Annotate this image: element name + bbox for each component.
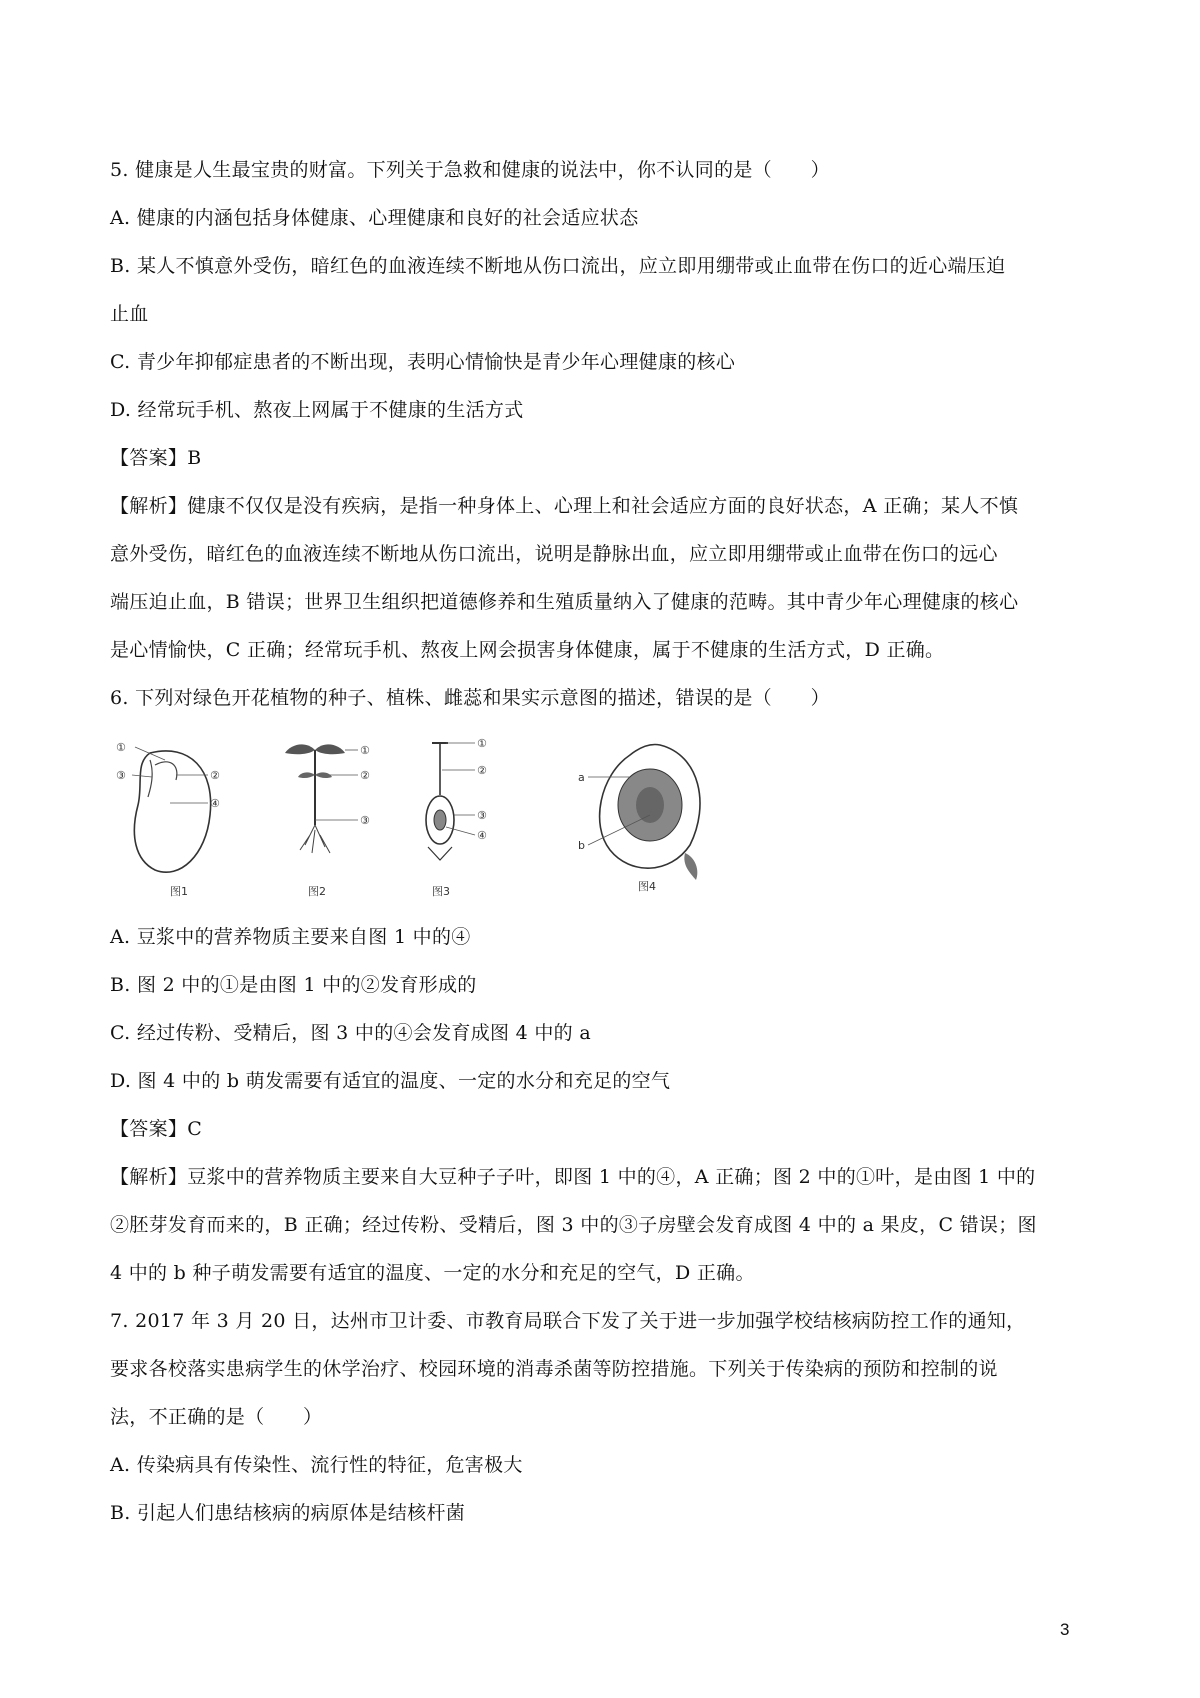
fig1-label: ④ bbox=[210, 797, 220, 810]
q6-option-a: A. 豆浆中的营养物质主要来自图 1 中的④ bbox=[110, 926, 471, 948]
q5-stem: 5. 健康是人生最宝贵的财富。下列关于急救和健康的说法中，你不认同的是（ ） bbox=[110, 159, 830, 181]
q7-stem-line: 法，不正确的是（ ） bbox=[110, 1406, 323, 1428]
figure-4-fruit bbox=[570, 735, 730, 904]
fig1-label: ② bbox=[210, 769, 220, 782]
fig2-caption: 图2 bbox=[308, 885, 326, 898]
q5-analysis-line: 是心情愉快，C 正确；经常玩手机、熬夜上网会损害身体健康，属于不健康的生活方式，D 正确。 bbox=[110, 639, 945, 661]
q5-answer: 【答案】B bbox=[110, 447, 202, 469]
q6-analysis-line: ②胚芽发育而来的，B 正确；经过传粉、受精后，图 3 中的③子房壁会发育成图 4 中的 a 果皮，C 错误；图 bbox=[110, 1214, 1037, 1236]
fig1-label: ③ bbox=[116, 769, 126, 782]
q5-option-b-line1: B. 某人不慎意外受伤，暗红色的血液连续不断地从伤口流出，应立即用绷带或止血带在伤口的近心端压迫 bbox=[110, 255, 1006, 277]
q5-option-c: C. 青少年抑郁症患者的不断出现，表明心情愉快是青少年心理健康的核心 bbox=[110, 351, 736, 373]
q6-option-b: B. 图 2 中的①是由图 1 中的②发育形成的 bbox=[110, 974, 477, 996]
fig3-label: ③ bbox=[477, 809, 487, 822]
fig4-label: b bbox=[578, 839, 585, 852]
fig3-label: ① bbox=[477, 737, 487, 750]
q6-option-c: C. 经过传粉、受精后，图 3 中的④会发育成图 4 中的 a bbox=[110, 1022, 591, 1044]
fig3-label: ② bbox=[477, 764, 487, 777]
fig2-label: ③ bbox=[360, 814, 370, 827]
q5-option-d: D. 经常玩手机、熬夜上网属于不健康的生活方式 bbox=[110, 399, 524, 421]
fig4-caption: 图4 bbox=[638, 880, 656, 893]
fig2-label: ② bbox=[360, 769, 370, 782]
q5-option-a: A. 健康的内涵包括身体健康、心理健康和良好的社会适应状态 bbox=[110, 207, 639, 229]
fig4-label: a bbox=[578, 771, 585, 784]
q5-analysis-line: 意外受伤，暗红色的血液连续不断地从伤口流出，说明是静脉出血，应立即用绷带或止血带在伤口的远心 bbox=[110, 543, 998, 565]
q5-option-b-line2: 止血 bbox=[110, 303, 149, 325]
page-number: 3 bbox=[1060, 1620, 1070, 1639]
q6-answer: 【答案】C bbox=[110, 1118, 203, 1140]
q7-stem-line: 7. 2017 年 3 月 20 日，达州市卫计委、市教育局联合下发了关于进一步加强学校结核病防控工作的通知， bbox=[110, 1310, 1026, 1332]
figure-3-pistil bbox=[410, 735, 540, 904]
q6-figures bbox=[110, 735, 750, 905]
fig2-label: ① bbox=[360, 744, 370, 757]
q6-stem: 6. 下列对绿色开花植物的种子、植株、雌蕊和果实示意图的描述，错误的是（ ） bbox=[110, 687, 830, 709]
q5-analysis-line: 端压迫止血，B 错误；世界卫生组织把道德修养和生殖质量纳入了健康的范畴。其中青少年心理健康的核心 bbox=[110, 591, 1019, 613]
q7-option-b: B. 引起人们患结核病的病原体是结核杆菌 bbox=[110, 1502, 466, 1524]
fig3-caption: 图3 bbox=[432, 885, 450, 898]
figure-1-seed bbox=[110, 735, 250, 904]
figure-2-plant bbox=[270, 735, 400, 904]
fig3-label: ④ bbox=[477, 829, 487, 842]
fig1-caption: 图1 bbox=[170, 885, 188, 898]
q7-option-a: A. 传染病具有传染性、流行性的特征，危害极大 bbox=[110, 1454, 523, 1476]
q6-analysis-line: 4 中的 b 种子萌发需要有适宜的温度、一定的水分和充足的空气，D 正确。 bbox=[110, 1262, 755, 1284]
q5-analysis-line: 【解析】健康不仅仅是没有疾病，是指一种身体上、心理上和社会适应方面的良好状态，A 正确；某人不慎 bbox=[110, 495, 1019, 517]
fig1-label: ① bbox=[116, 741, 126, 754]
q6-analysis-line: 【解析】豆浆中的营养物质主要来自大豆种子子叶，即图 1 中的④，A 正确；图 2 中的①叶，是由图 1 中的 bbox=[110, 1166, 1036, 1188]
q7-stem-line: 要求各校落实患病学生的休学治疗、校园环境的消毒杀菌等防控措施。下列关于传染病的预防和控制的说 bbox=[110, 1358, 998, 1380]
q6-option-d: D. 图 4 中的 b 萌发需要有适宜的温度、一定的水分和充足的空气 bbox=[110, 1070, 671, 1092]
